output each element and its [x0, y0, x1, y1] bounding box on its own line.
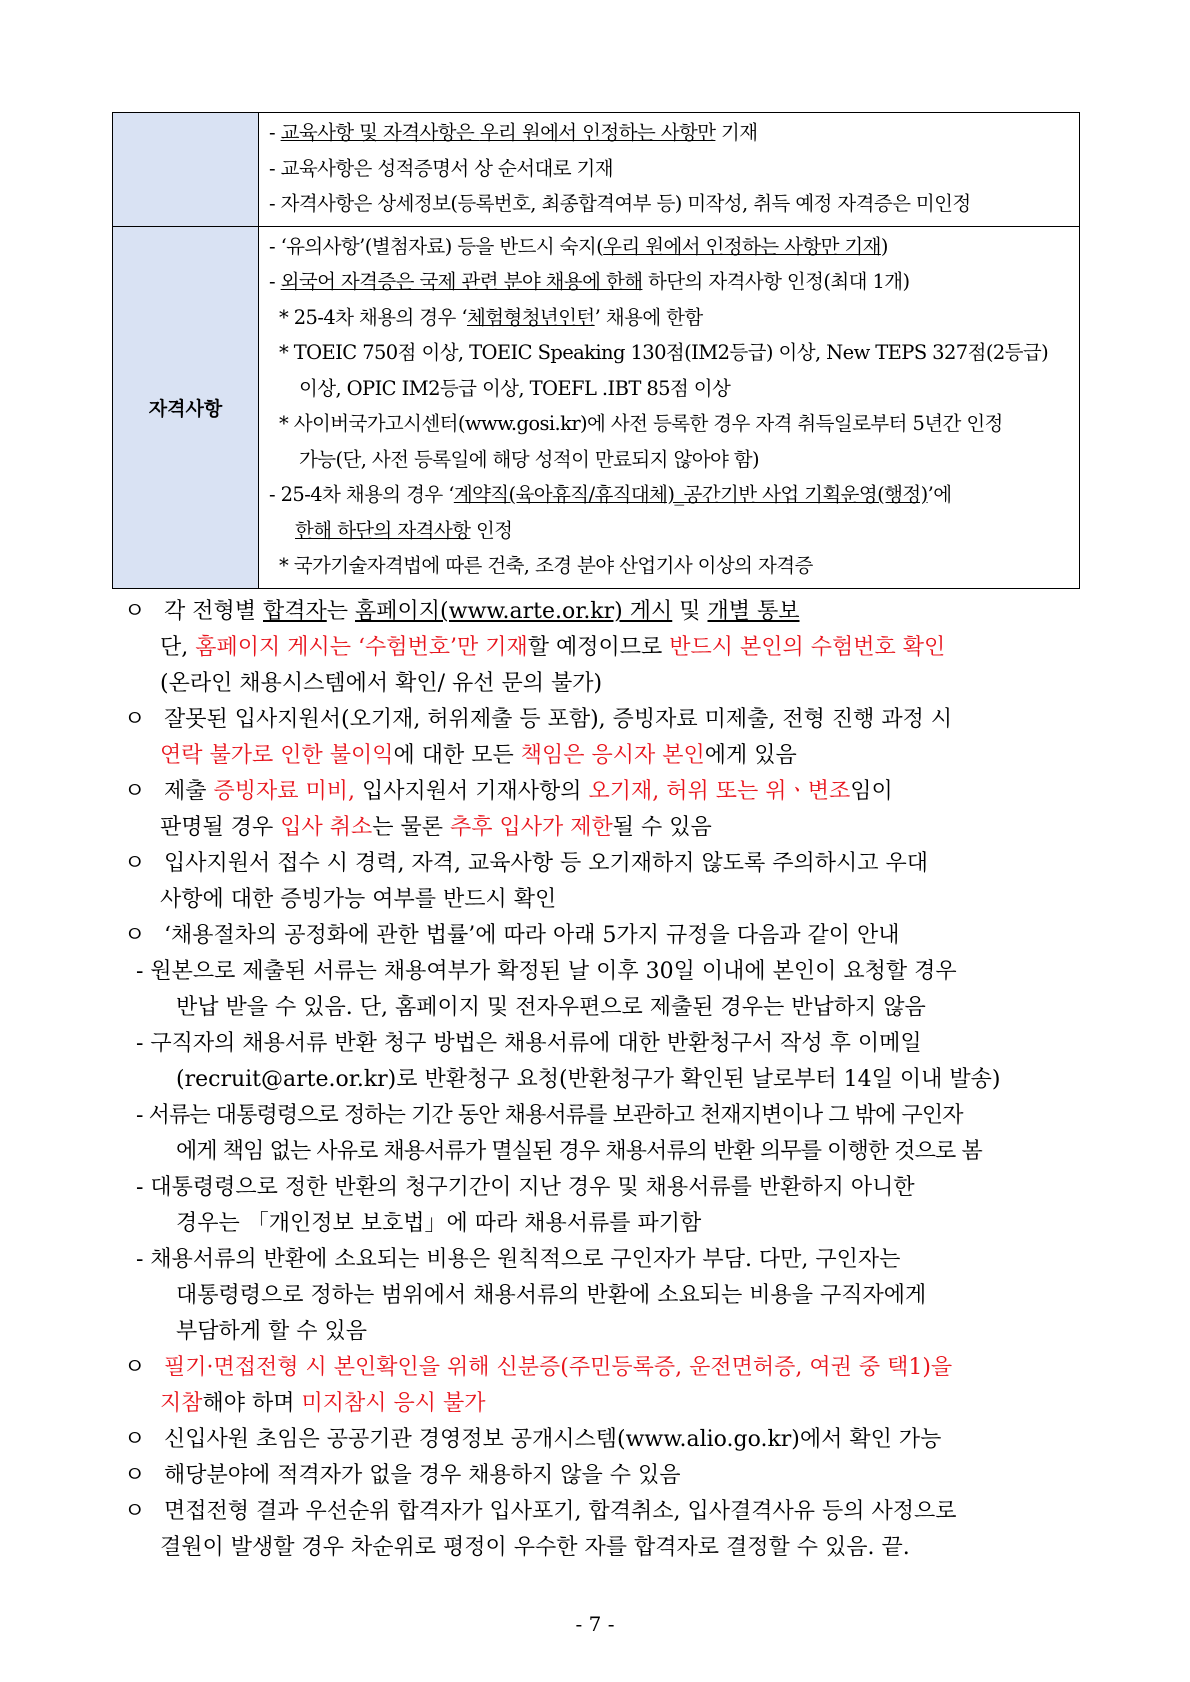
table-line [269, 151, 1071, 187]
notice-line [124, 990, 1082, 1026]
row-label-qualifications: 자격사항 [113, 226, 259, 588]
text: 부담하게 할 수 있음 [176, 1319, 367, 1344]
row-label-empty [113, 113, 259, 227]
table-line [269, 229, 1071, 265]
text: 개별 통보 [707, 599, 800, 624]
text: (recruit@arte.or.kr)로 반환청구 요청(반환청구가 확인된 날로부터 14일 이내 발송) [176, 1067, 1001, 1092]
notice-line [124, 1494, 1082, 1530]
bullet: ㅇ [124, 1427, 146, 1452]
text [160, 738, 797, 774]
text: 체험형청년인턴 [466, 305, 595, 329]
text: 는 [326, 599, 356, 624]
bullet: ㅇ [124, 1463, 146, 1488]
row-content-qualifications [259, 226, 1080, 588]
text: - 대통령령으로 정한 반환의 청구기간이 지난 경우 및 채용서류를 반환하지 아니한 [136, 1175, 915, 1200]
text: 결원이 발생할 경우 차순위로 평정이 우수한 자를 합격자로 결정할 수 있음. 끝. [160, 1535, 910, 1560]
text: 연락 불가로 인한 불이익 [160, 743, 394, 768]
text: 한해 하단의 자격사항 [295, 518, 471, 542]
notice-line [124, 1350, 1082, 1386]
text: 해야 하며 [202, 1391, 302, 1416]
text: 해당분야에 적격자가 없을 경우 채용하지 않을 수 있음 [164, 1463, 681, 1488]
text: 미지참시 응시 불가 [301, 1391, 486, 1416]
bullet: ㅇ [124, 1355, 146, 1380]
page-number: - 7 - [575, 1612, 615, 1636]
bullet: ㅇ [124, 923, 146, 948]
bullet: ㅇ [124, 851, 146, 876]
notice-line [124, 738, 1082, 774]
notice-line [124, 666, 1082, 702]
text: ’ 채용에 한함 [594, 305, 703, 329]
text: 경우는 「개인정보 보호법」에 따라 채용서류를 파기함 [176, 1211, 702, 1236]
table-line [269, 442, 1071, 478]
text: - 서류는 대통령령으로 정하는 기간 동안 채용서류를 보관하고 천재지변이나 그 밖에 구인자 [136, 1103, 963, 1128]
text: (온라인 채용시스템에서 확인/ 유선 문의 불가) [160, 671, 603, 696]
text: ’에 [927, 483, 952, 506]
text: 오기재, 허위 또는 위ㆍ변조 [588, 779, 851, 804]
text: 홈페이지(www.arte.or.kr) 게시 [355, 599, 673, 624]
text: 추후 입사가 제한 [450, 815, 613, 840]
notice-line [124, 1134, 1082, 1170]
text: 반드시 본인의 수험번호 확인 [669, 635, 946, 660]
notice-line [124, 774, 1082, 810]
text: - 자격사항은 상세정보(등록번호, 최종합격여부 등) 미작성, 취득 예정 자격증은 미인정 [269, 192, 971, 215]
notice-line [124, 1098, 1082, 1134]
text: 계약직(육아휴직/휴직대체)_공간기반 사업 기획운영(행정) [453, 483, 928, 506]
text: 필기·면접전형 시 본인확인을 위해 신분증(주민등록증, 운전면허증, 여권 중 택1)을 [164, 1355, 953, 1380]
notice-line [124, 1422, 1082, 1458]
bullet: ㅇ [124, 599, 146, 624]
text: 신입사원 초임은 공공기관 경영정보 공개시스템(www.alio.go.kr)에서 확인 가능 [164, 1427, 942, 1452]
table-line [269, 186, 1071, 222]
table-line [269, 335, 1071, 371]
table-line [269, 300, 1071, 336]
notice-line [124, 954, 1082, 990]
text: - [269, 121, 281, 144]
text: 책임은 응시자 본인 [520, 743, 705, 768]
text: - 채용서류의 반환에 소요되는 비용은 원칙적으로 구인자가 부담. 다만, 구인자는 [136, 1247, 901, 1272]
table-line [269, 264, 1071, 300]
text: 단, [160, 635, 196, 660]
text: 반납 받을 수 있음. 단, 홈페이지 및 전자우편으로 제출된 경우는 반납하지 않음 [176, 995, 926, 1020]
text: ‘채용절차의 공정화에 관한 법률’에 따라 아래 5가지 규정을 다음과 같이 안내 [164, 923, 900, 948]
table-line [269, 548, 1071, 584]
bullet: ㅇ [124, 779, 146, 804]
text: 판명될 경우 [160, 815, 281, 840]
notice-line [124, 1386, 1082, 1422]
text: 제출 [164, 779, 214, 804]
qualification-table [112, 112, 1080, 589]
notice-line [124, 1206, 1082, 1242]
text [160, 630, 945, 666]
notice-line [124, 1062, 1082, 1098]
row-content-education [259, 113, 1080, 227]
text: 입사지원서 접수 시 경력, 자격, 교육사항 등 오기재하지 않도록 주의하시고 우대 [164, 851, 928, 876]
notice-line [124, 1314, 1082, 1350]
table-line [269, 513, 1071, 549]
text: 에 대한 모든 [393, 743, 521, 768]
table-line [269, 477, 1071, 513]
text: 외국어 자격증은 국제 관련 분야 채용에 한해 [280, 270, 643, 293]
table-line [269, 115, 1071, 151]
table-line [269, 371, 1071, 407]
table-row [113, 226, 1080, 588]
notice-line [124, 846, 1082, 882]
text: 증빙자료 미비, [213, 779, 355, 804]
notice-line [124, 1242, 1082, 1278]
text: 하단의 자격사항 인정(최대 1개) [642, 270, 910, 293]
notice-line [124, 1530, 1082, 1566]
notice-line [124, 1278, 1082, 1314]
text: 각 전형별 [164, 599, 263, 624]
notice-line [124, 630, 1082, 666]
notice-line [124, 810, 1082, 846]
text: 지참 [160, 1391, 203, 1416]
text: 잘못된 입사지원서(오기재, 허위제출 등 포함), 증빙자료 미제출, 전형 진행 과정 시 [164, 707, 953, 732]
text: 대통령령으로 정하는 범위에서 채용서류의 반환에 소요되는 비용을 구직자에게 [176, 1283, 927, 1308]
text: 에게 책임 없는 사유로 채용서류가 멸실된 경우 채용서류의 반환 의무를 이행한 것으로 봄 [176, 1139, 982, 1164]
text [160, 1386, 486, 1422]
text [164, 774, 893, 810]
text [160, 810, 712, 846]
text: * 사이버국가고시센터(www.gosi.kr)에 사전 등록한 경우 자격 취득일로부터 5년간 인정 [279, 412, 1003, 435]
text: 및 [672, 599, 708, 624]
text: 임이 [850, 779, 893, 804]
text: - 원본으로 제출된 서류는 채용여부가 확정된 날 이후 30일 이내에 본인이 요청할 경우 [136, 959, 957, 984]
text: 합격자 [263, 599, 327, 624]
notice-line [124, 594, 1082, 630]
text: ) [880, 234, 888, 258]
text: 입사지원서 기재사항의 [355, 779, 589, 804]
table-line [269, 406, 1071, 442]
text: * TOEIC 750점 이상, TOEIC Speaking 130점(IM2등급) 이상, New TEPS 327점(2등급) [279, 341, 1049, 364]
text [164, 594, 800, 630]
text: 면접전형 결과 우선순위 합격자가 입사포기, 합격취소, 입사결격사유 등의 사정으로 [164, 1499, 957, 1524]
notice-body [124, 594, 1082, 1566]
text: 는 물론 [372, 815, 451, 840]
text: 할 예정이므로 [527, 635, 670, 660]
text: 사항에 대한 증빙가능 여부를 반드시 확인 [160, 887, 557, 912]
text: * 국가기술자격법에 따른 건축, 조경 분야 산업기사 이상의 자격증 [279, 554, 813, 577]
text: 기재 [715, 121, 758, 144]
text: 인정 [470, 518, 513, 542]
text: 될 수 있음 [612, 815, 712, 840]
text: 이상, OPIC IM2등급 이상, TOEFL .IBT 85점 이상 [299, 376, 731, 400]
text: - 교육사항은 성적증명서 상 순서대로 기재 [269, 156, 614, 180]
text: * 25-4차 채용의 경우 ‘ [279, 305, 467, 329]
text: 가능(단, 사전 등록일에 해당 성적이 만료되지 않아야 함) [299, 447, 760, 471]
notice-line [124, 918, 1082, 954]
text: 홈페이지 게시는 ‘수험번호’만 기재 [195, 635, 528, 660]
table-row [113, 113, 1080, 227]
notice-line [124, 702, 1082, 738]
text: 입사 취소 [280, 815, 373, 840]
bullet: ㅇ [124, 707, 146, 732]
text: - 구직자의 채용서류 반환 청구 방법은 채용서류에 대한 반환청구서 작성 후 이메일 [136, 1031, 922, 1056]
text: 우리 원에서 인정하는 사항만 기재 [603, 234, 881, 258]
notice-line [124, 1458, 1082, 1494]
text: 교육사항 및 자격사항은 [280, 121, 480, 144]
notice-line [124, 1026, 1082, 1062]
text: 에게 있음 [704, 743, 797, 768]
text: - 25-4차 채용의 경우 ‘ [269, 483, 454, 506]
text: - [269, 270, 281, 293]
bullet: ㅇ [124, 1499, 146, 1524]
text: 우리 원에서 인정하는 사항만 [479, 121, 716, 144]
notice-line [124, 1170, 1082, 1206]
text: - ‘유의사항’(별첨자료) 등을 반드시 숙지( [269, 234, 604, 258]
notice-line [124, 882, 1082, 918]
